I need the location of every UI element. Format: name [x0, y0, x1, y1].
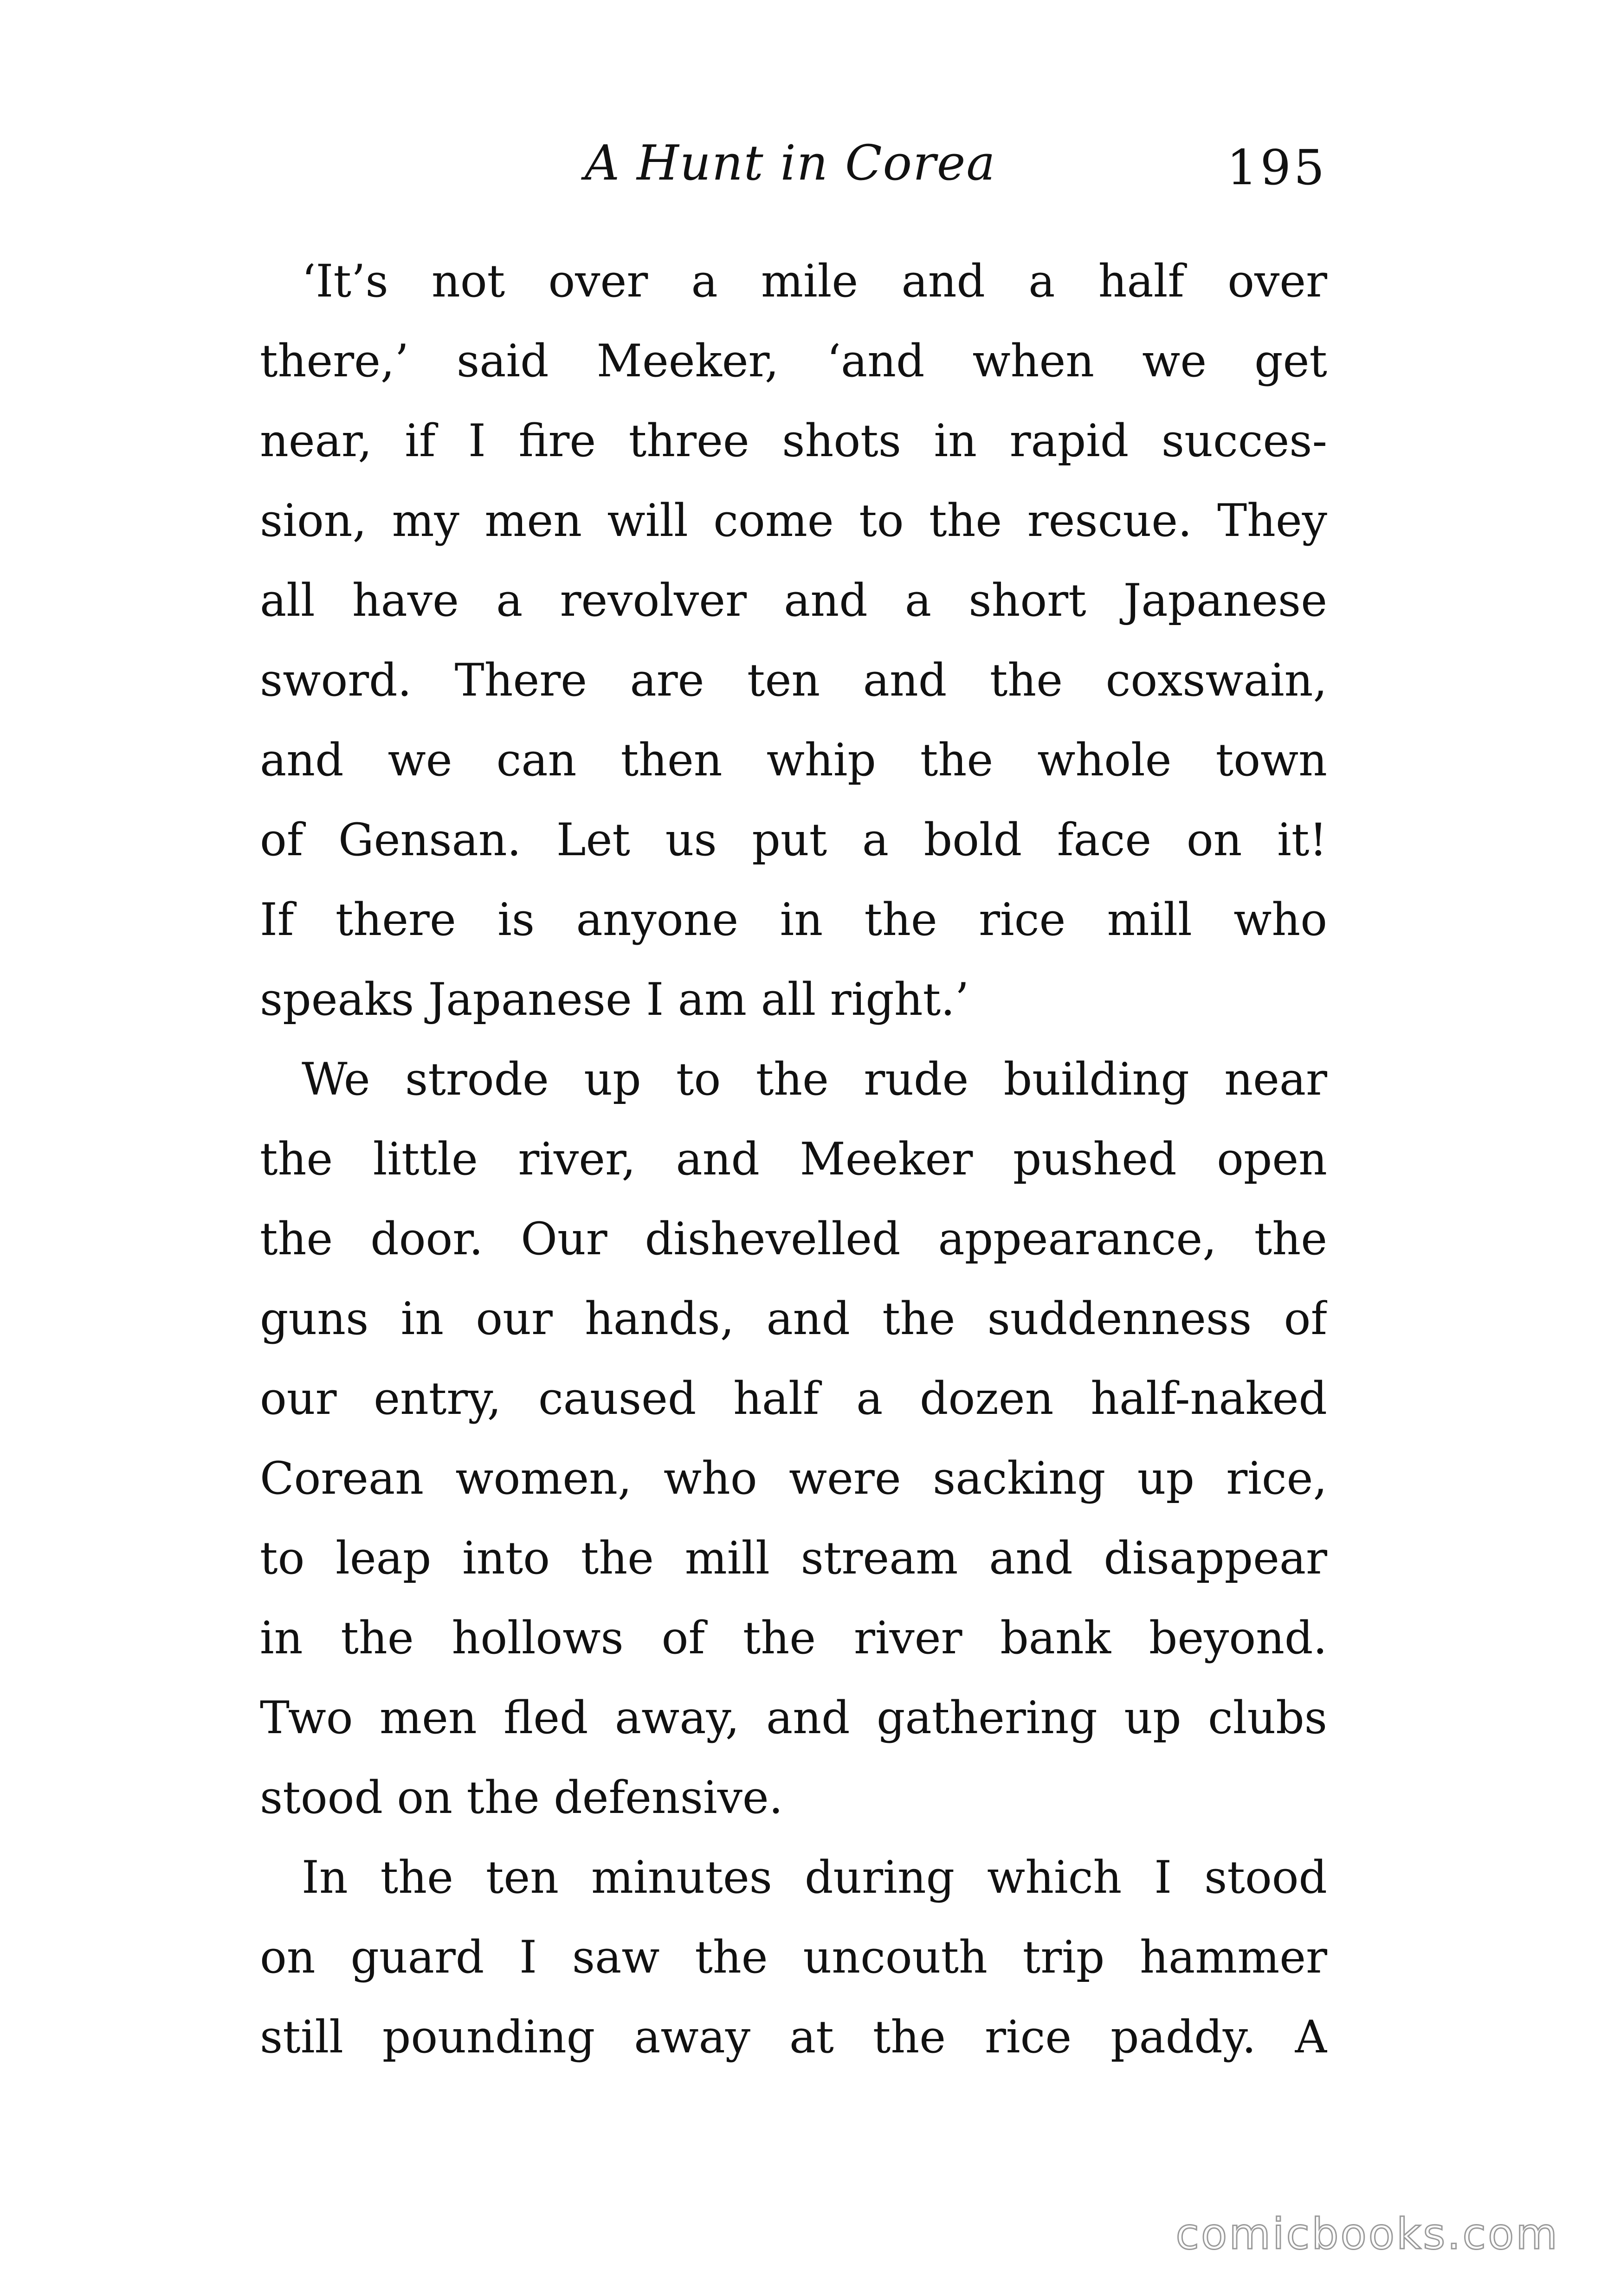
text-line: all have a revolver and a short Japanese: [260, 574, 1327, 626]
text-line: If there is anyone in the rice mill who: [260, 894, 1327, 946]
text-line: guns in our hands, and the suddenness of: [260, 1293, 1327, 1345]
body-text: [260, 241, 1327, 2077]
paragraph-3: [260, 1838, 1327, 2077]
text-line: In the ten minutes during which I stood: [302, 1851, 1327, 1903]
text-line: in the hollows of the river bank beyond.: [260, 1612, 1327, 1664]
watermark: comicbooks.com: [1175, 2209, 1559, 2259]
paragraph-2: [260, 1039, 1327, 1838]
paragraph-1: [260, 241, 1327, 1039]
text-line: stood on the defensive.: [260, 1772, 783, 1824]
text-line: sword. There are ten and the coxswain,: [260, 654, 1327, 706]
text-line: to leap into the mill stream and disappear: [260, 1532, 1327, 1584]
running-title: A Hunt in Corea: [585, 135, 996, 191]
text-line: sion, my men will come to the rescue. They: [260, 495, 1327, 547]
text-line: ‘It’s not over a mile and a half over: [302, 255, 1327, 307]
text-line: on guard I saw the uncouth trip hammer: [260, 1931, 1327, 1983]
text-line: and we can then whip the whole town: [260, 734, 1327, 786]
text-line: Two men fled away, and gathering up clubs: [260, 1692, 1327, 1744]
text-line: our entry, caused half a dozen half-naked: [260, 1373, 1327, 1425]
text-line: near, if I fire three shots in rapid succes-: [260, 415, 1327, 467]
running-head: [260, 135, 1327, 209]
text-line: still pounding away at the rice paddy. A: [260, 2011, 1327, 2063]
text-line: the little river, and Meeker pushed open: [260, 1133, 1327, 1185]
text-line: there,’ said Meeker, ‘and when we get: [260, 335, 1327, 387]
text-line: the door. Our dishevelled appearance, the: [260, 1213, 1327, 1265]
page-number: 195: [1227, 139, 1327, 196]
text-line: We strode up to the rude building near: [302, 1053, 1327, 1105]
text-line: Corean women, who were sacking up rice,: [260, 1452, 1327, 1504]
text-line: of Gensan. Let us put a bold face on it!: [260, 814, 1327, 866]
text-line: speaks Japanese I am all right.’: [260, 974, 969, 1025]
